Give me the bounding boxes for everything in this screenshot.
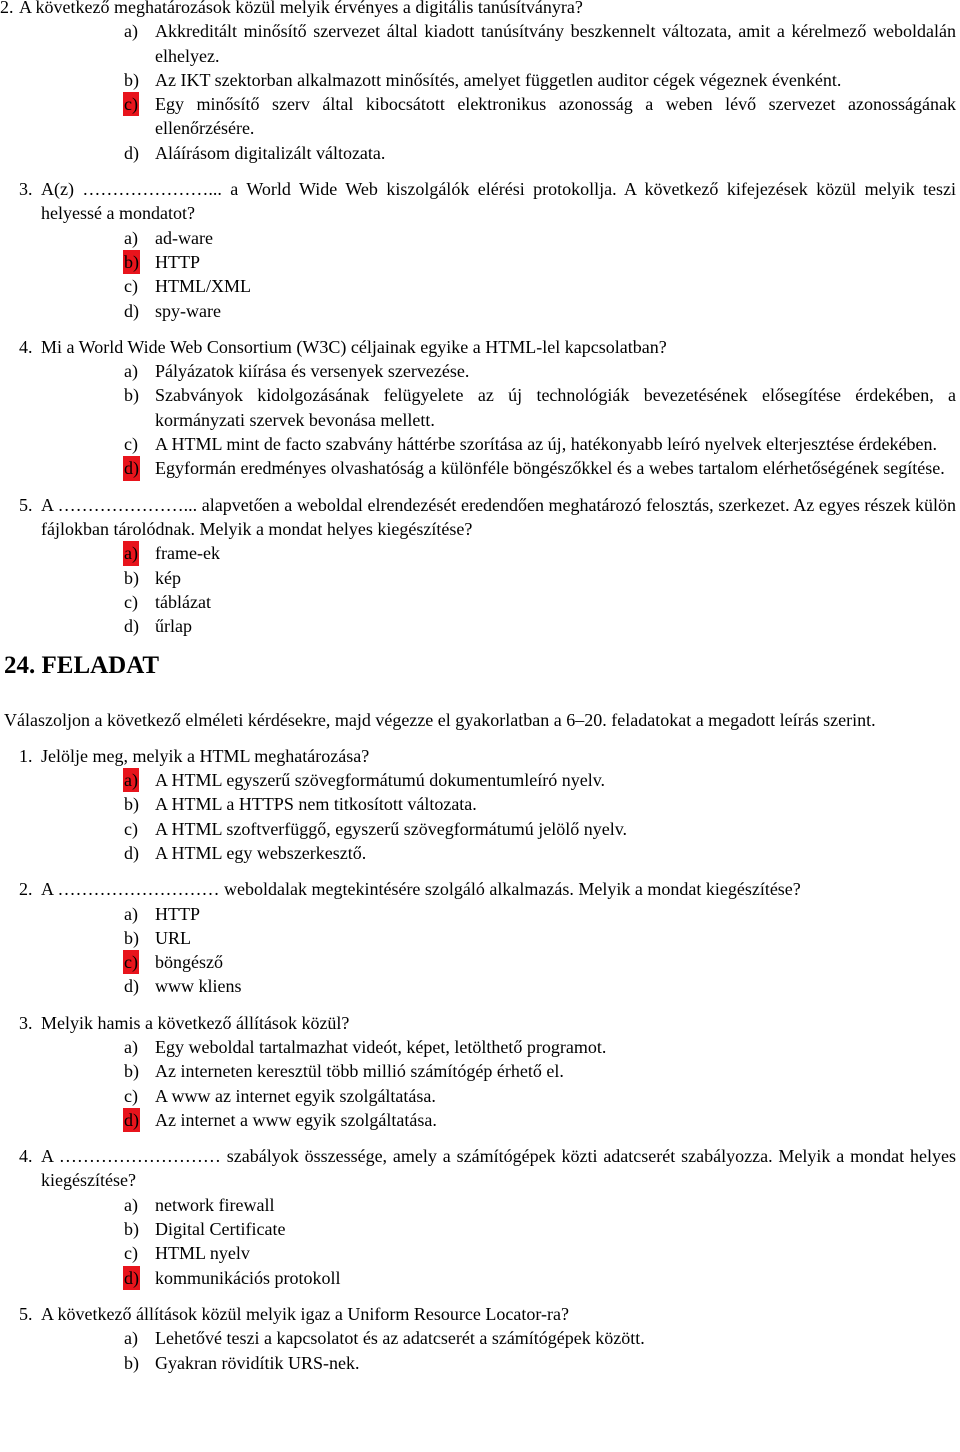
answer-options: [0, 902, 960, 999]
question-text: A(z) …………………... a World Wide Web kiszolgálók elérési protokollja. A következő kifejezések közül melyik teszi helyessé a mondatot?: [41, 179, 956, 224]
answer-text: network firewall: [155, 1194, 275, 1215]
answer-options: [0, 1035, 960, 1132]
question-number: 2.: [0, 0, 14, 17]
answer-option: [0, 250, 960, 274]
question-block-1: [0, 0, 960, 638]
answer-option: [0, 1059, 960, 1083]
answer-text: Az internet a www egyik szolgáltatása.: [155, 1109, 437, 1130]
answer-letter: c): [124, 1243, 138, 1264]
answer-option: [0, 614, 960, 638]
answer-letter: b): [124, 385, 139, 406]
answer-option: [0, 1351, 960, 1375]
answer-text: Lehetővé teszi a kapcsolatot és az adatcserét a számítógépek között.: [155, 1328, 645, 1349]
question-3: [0, 335, 960, 359]
answer-letter: a): [124, 1328, 138, 1349]
answer-options: [0, 226, 960, 323]
answer-letter: a): [124, 1194, 138, 1215]
answer-options: [0, 359, 960, 480]
answer-option: [0, 1217, 960, 1241]
question-2: [0, 877, 960, 901]
answer-option: [0, 566, 960, 590]
answer-option: [0, 841, 960, 865]
answer-option: [0, 817, 960, 841]
answer-text: HTML/XML: [155, 276, 251, 297]
answer-letter: b): [124, 927, 139, 948]
answer-letter: b): [124, 794, 139, 815]
answer-letter: b): [124, 1352, 139, 1373]
question-number: 3.: [19, 179, 33, 200]
correct-answer-marker: a): [123, 541, 139, 565]
correct-answer-marker: a): [123, 768, 139, 792]
answer-text: Digital Certificate: [155, 1219, 286, 1240]
answer-letter: d): [124, 976, 139, 997]
answer-text: A HTML egy webszerkesztő.: [155, 842, 367, 863]
question-4: [0, 493, 960, 542]
answer-letter: b): [124, 1219, 139, 1240]
answer-letter: d): [124, 300, 139, 321]
answer-text: kommunikációs protokoll: [155, 1267, 341, 1288]
answer-text: A HTML szoftverfüggő, egyszerű szövegformátumú jelölő nyelv.: [155, 818, 628, 839]
answer-text: Az IKT szektorban alkalmazott minősítés, amelyet független auditor cégek végeznek évenként.: [155, 69, 842, 90]
question-number: 5.: [19, 494, 33, 515]
answer-text: HTTP: [155, 251, 200, 272]
question-5: [0, 1302, 960, 1326]
answer-option: [0, 590, 960, 614]
answer-text: www kliens: [155, 976, 242, 997]
answer-option: [0, 1326, 960, 1350]
answer-text: Szabványok kidolgozásának felügyelete az új technológiák bevezetésének elősegítése érdekében, a kormányzati szervek bevonása mellett.: [155, 385, 956, 430]
answer-text: A www az internet egyik szolgáltatása.: [155, 1085, 436, 1106]
answer-text: űrlap: [155, 616, 192, 637]
answer-letter: a): [124, 903, 138, 924]
answer-option: [0, 274, 960, 298]
answer-text: Aláírásom digitalizált változata.: [155, 142, 386, 163]
answer-option: [0, 1193, 960, 1217]
answer-letter: c): [124, 434, 138, 455]
answer-text: URL: [155, 927, 191, 948]
answer-option: [0, 902, 960, 926]
answer-option: [0, 68, 960, 92]
answer-text: Egyformán eredményes olvashatóság a különféle böngészőkkel és a webes tartalom elérhetőségének segítése.: [155, 458, 945, 479]
answer-letter: b): [124, 1061, 139, 1082]
section-intro: Válaszoljon a következő elméleti kérdésekre, majd végezze el gyakorlatban a 6–20. feladatokat a megadott leírás szerint.: [4, 710, 876, 731]
answer-text: böngésző: [155, 952, 223, 973]
answer-text: A HTML egyszerű szövegformátumú dokumentumleíró nyelv.: [155, 770, 606, 791]
answer-options: [0, 768, 960, 865]
answer-text: kép: [155, 567, 181, 588]
question-2: [0, 177, 960, 226]
question-4: [0, 1144, 960, 1193]
answer-option: [0, 1084, 960, 1108]
answer-text: Pályázatok kiírása és versenyek szervezése.: [155, 361, 470, 382]
answer-options: [0, 19, 960, 165]
answer-letter: a): [124, 21, 138, 42]
answer-letter: a): [124, 227, 138, 248]
question-text: Melyik hamis a következő állítások közül?: [41, 1012, 350, 1033]
answer-letter: b): [124, 69, 139, 90]
answer-letter: c): [124, 818, 138, 839]
answer-letter: d): [124, 142, 139, 163]
answer-text: ad-ware: [155, 227, 213, 248]
answer-letter: b): [124, 567, 139, 588]
answer-option: [0, 1035, 960, 1059]
answer-option: [0, 383, 960, 432]
answer-letter: c): [124, 1085, 138, 1106]
answer-letter: c): [124, 276, 138, 297]
correct-answer-marker: d): [123, 456, 140, 480]
answer-letter: c): [124, 591, 138, 612]
question-number: 5.: [19, 1303, 33, 1324]
answer-options: [0, 1326, 960, 1375]
correct-answer-marker: c): [123, 950, 139, 974]
answer-options: [0, 541, 960, 638]
answer-option: [0, 432, 960, 456]
answer-option: [0, 1241, 960, 1265]
answer-option: [0, 792, 960, 816]
question-text: A következő állítások közül melyik igaz a Uniform Resource Locator-ra?: [41, 1303, 569, 1324]
answer-option: [0, 141, 960, 165]
answer-option: [0, 299, 960, 323]
question-1: [0, 744, 960, 768]
answer-options: [0, 1193, 960, 1290]
question-1: [0, 0, 960, 19]
answer-text: HTTP: [155, 903, 200, 924]
answer-text: Az interneten keresztül több millió számítógép érhető el.: [155, 1061, 564, 1082]
answer-option: [0, 768, 960, 792]
question-number: 4.: [19, 1146, 33, 1167]
question-text: A ……………………… weboldalak megtekintésére szolgáló alkalmazás. Melyik a mondat kiegészítése?: [41, 879, 801, 900]
answer-option: [0, 1108, 960, 1132]
answer-text: Akkreditált minősítő szervezet által kiadott tanúsítvány beszkennelt változata, amit a kérelmező weboldalán elhelyez.: [155, 21, 956, 66]
question-text: A ……………………… szabályok összessége, amely a számítógépek közti adatcserét szabályozza. Melyik a mondat helyes kiegészítése?: [41, 1146, 956, 1191]
answer-text: Egy minősítő szerv által kibocsátott elektronikus azonosság a weben lévő szervezet azonosságának ellenőrzésére.: [155, 94, 956, 139]
correct-answer-marker: c): [123, 92, 139, 116]
answer-letter: a): [124, 361, 138, 382]
answer-option: [0, 19, 960, 68]
answer-option: [0, 950, 960, 974]
answer-option: [0, 226, 960, 250]
answer-letter: d): [124, 842, 139, 863]
answer-option: [0, 359, 960, 383]
correct-answer-marker: d): [123, 1266, 140, 1290]
answer-option: [0, 92, 960, 141]
question-number: 1.: [19, 745, 33, 766]
answer-option: [0, 974, 960, 998]
answer-option: [0, 456, 960, 480]
question-number: 3.: [19, 1012, 33, 1033]
answer-text: A HTML a HTTPS nem titkosított változata.: [155, 794, 477, 815]
answer-option: [0, 926, 960, 950]
answer-letter: a): [124, 1036, 138, 1057]
answer-text: táblázat: [155, 591, 211, 612]
question-text: A …………………... alapvetően a weboldal elrendezését eredendően meghatározó felosztás, szerkezet. Az egyes részek külön fájlokban tárolódnak. Melyik a mondat helyes kiegészítése?: [41, 494, 956, 539]
answer-letter: d): [124, 616, 139, 637]
question-block-2: [0, 744, 960, 1375]
answer-text: spy-ware: [155, 300, 221, 321]
answer-option: [0, 541, 960, 565]
question-number: 2.: [19, 879, 33, 900]
correct-answer-marker: b): [123, 250, 140, 274]
question-text: Jelölje meg, melyik a HTML meghatározása?: [41, 745, 370, 766]
question-number: 4.: [19, 336, 33, 357]
section-title: 24. FELADAT: [4, 652, 160, 680]
answer-text: HTML nyelv: [155, 1243, 250, 1264]
answer-text: Gyakran rövidítik URS-nek.: [155, 1352, 360, 1373]
answer-text: Egy weboldal tartalmazhat videót, képet, letölthető programot.: [155, 1036, 607, 1057]
question-text: A következő meghatározások közül melyik érvényes a digitális tanúsítványra?: [19, 0, 583, 17]
question-3: [0, 1011, 960, 1035]
answer-text: A HTML mint de facto szabvány háttérbe szorítása az új, hatékonyabb leíró nyelvek elterjesztése érdekében.: [155, 434, 938, 455]
answer-option: [0, 1266, 960, 1290]
answer-text: frame-ek: [155, 543, 220, 564]
question-text: Mi a World Wide Web Consortium (W3C) céljainak egyike a HTML-lel kapcsolatban?: [41, 336, 667, 357]
correct-answer-marker: d): [123, 1108, 140, 1132]
